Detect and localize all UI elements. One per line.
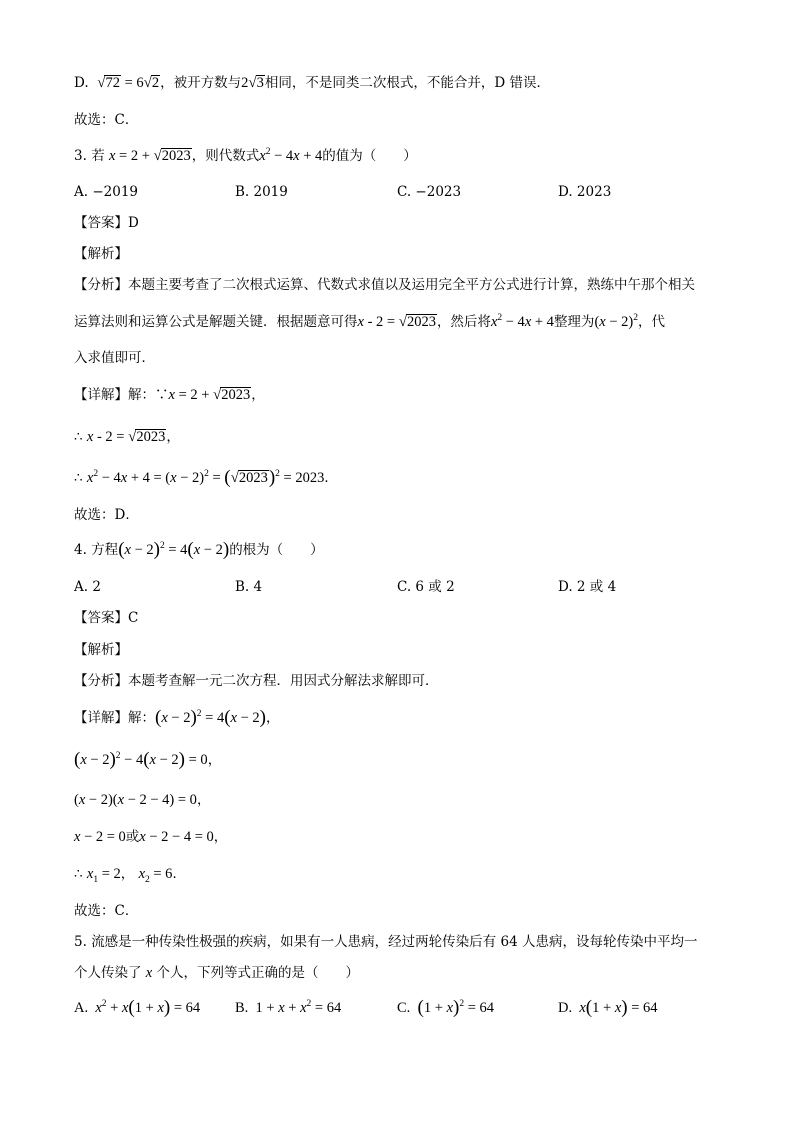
q5-option-d[interactable]: D. x(1 + x) = 64 — [558, 997, 658, 1018]
q3-detail-line2: ∴ x - 2 = √2023， — [74, 429, 180, 445]
question-4-stem: 4. 方程$(x - 2)^2 = 4(x - 2)$的根为（ ） — [74, 539, 324, 560]
q4-detail-line3: (x − 2)(x − 2 − 4) = 0， — [74, 792, 211, 808]
q5-option-c[interactable]: C. $(1 + x)^2 = 64$ — [397, 997, 495, 1018]
formula-expression: $x^2 - 4x + 4$ — [259, 147, 323, 164]
q3-option-d[interactable]: D. 2023 — [558, 184, 612, 200]
q3-option-a[interactable]: A. −2019 — [74, 184, 138, 200]
q4-fenxi: 【分析】本题考查解一元二次方程．用因式分解法求解即可． — [74, 673, 439, 689]
q4-option-b[interactable]: B. 4 — [235, 579, 263, 595]
q4-jiexi: 【解析】 — [74, 642, 128, 658]
q4-detail-line2: $(x - 2)^2 - 4(x - 2) = 0$， — [74, 749, 222, 770]
q3-fenxi-line3: 入求值即可． — [74, 350, 155, 366]
q4-detail-line5: ∴ $x_1 = 2$， $x_2 = 6$． — [74, 866, 186, 885]
q5-option-b[interactable]: B. $1 + x + x^2 = 64$ — [235, 999, 342, 1016]
q4-option-d[interactable]: D. 2 或 4 — [558, 579, 617, 595]
formula-2sqrt3: 2√3 — [241, 75, 264, 91]
formula-x-minus-2: x - 2 = √2023 — [357, 314, 436, 330]
q3-jiexi: 【解析】 — [74, 246, 128, 262]
q3-option-c[interactable]: C. −2023 — [397, 184, 462, 200]
formula-x-def: x = 2 + √2023 — [108, 148, 191, 164]
q3-fenxi-line1: 【分析】本题主要考查了二次根式运算、代数式求值以及运用完全平方公式进行计算，熟练中午那个相关 — [74, 277, 695, 293]
formula-sqrt72: √72 = 6√2 — [97, 75, 160, 91]
question-5-line2: 个人传染了 x 个人，下列等式正确的是（ ） — [74, 965, 360, 981]
q3-final: 故选：D． — [74, 507, 139, 523]
q3-detail-line3: ∴ $x^2 - 4x + 4 = (x - 2)^2 = (√2023)^2 = 2023$． — [74, 467, 338, 488]
q5-option-a[interactable]: A. $x^2 + x(1 + x) = 64$ — [74, 997, 201, 1018]
question-5-line1: 5. 流感是一种传染性极强的疾病，如果有一人患病，经过两轮传染后有 64 人患病，设每轮传染中平均一 — [74, 934, 698, 950]
q4-detail-line4: x − 2 = 0或x − 2 − 4 = 0， — [74, 829, 228, 845]
q3-fenxi-line2: 运算法则和运算公式是解题关键．根据题意可得x - 2 = √2023，然后将$x^2 - 4x + 4$整理为$(x - 2)^2$，代 — [74, 313, 665, 330]
q4-final: 故选：C． — [74, 903, 139, 919]
q3-answer: 【答案】D — [74, 215, 139, 231]
formula-equation: $(x - 2)^2 = 4(x - 2)$ — [118, 539, 230, 560]
prev-answer: 故选：C． — [74, 112, 139, 128]
q3-detail-line1: 【详解】解：∵x = 2 + √2023， — [74, 387, 265, 403]
q3-option-b[interactable]: B. 2019 — [235, 184, 288, 200]
question-3-stem: 3. 若 x = 2 + √2023，则代数式$x^2 - 4x + 4$的值为（ ） — [74, 147, 417, 164]
q4-option-c[interactable]: C. 6 或 2 — [397, 579, 455, 595]
q4-option-a[interactable]: A. 2 — [74, 579, 101, 595]
prev-option-d: D. √72 = 6√2，被开方数与2√3相同，不是同类二次根式，不能合并，D 错误． — [74, 75, 550, 91]
q4-answer: 【答案】C — [74, 610, 139, 626]
q4-detail-line1: 【详解】解：$(x - 2)^2 = 4(x - 2)$， — [74, 707, 280, 728]
